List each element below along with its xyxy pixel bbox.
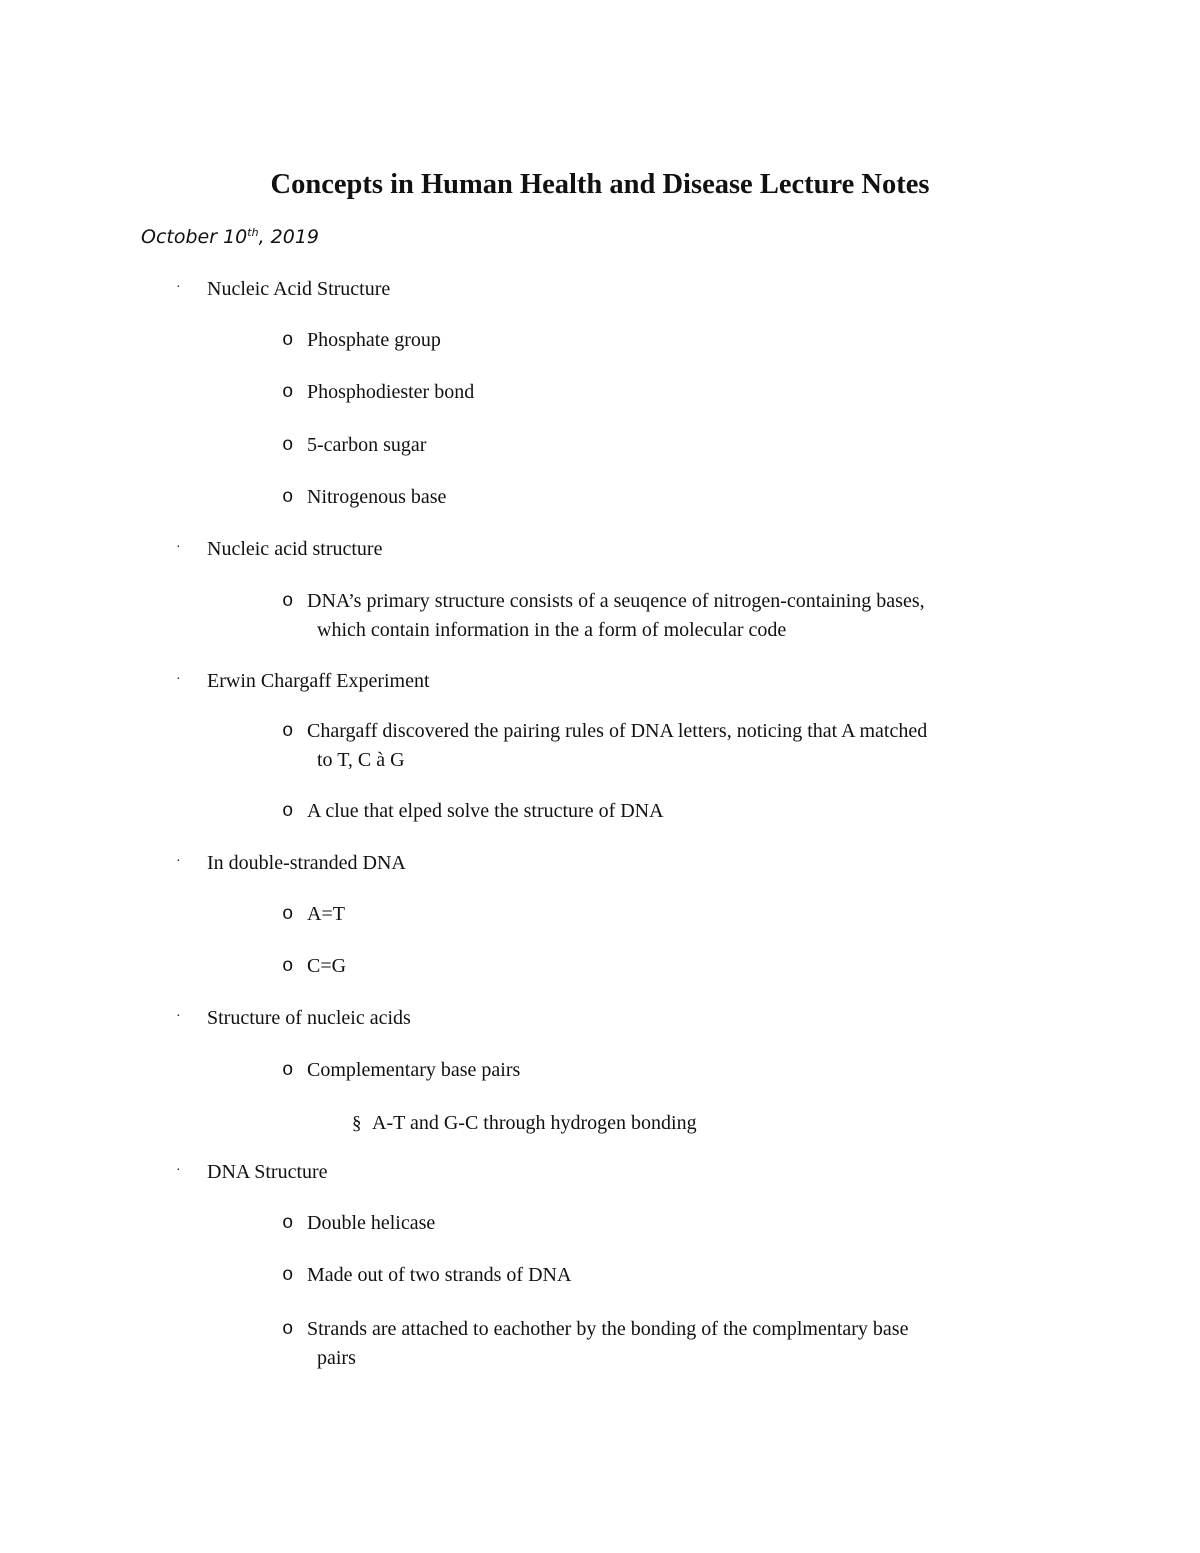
list-item: o Double helicase bbox=[307, 1209, 435, 1238]
bullet-dot: · bbox=[176, 540, 181, 555]
date-ordinal: th bbox=[247, 226, 259, 239]
section-heading: · Erwin Chargaff Experiment bbox=[207, 667, 430, 696]
bullet-circle: o bbox=[282, 590, 294, 612]
list-item: o A clue that elped solve the structure of DNA bbox=[307, 797, 664, 826]
list-item: o DNA’s primary structure consists of a seuqence of nitrogen-containing bases, which contain information in the a form of molecular code bbox=[307, 587, 925, 645]
list-item: o Strands are attached to eachother by the bonding of the complmentary base pairs bbox=[307, 1315, 908, 1373]
list-item: o A=T bbox=[307, 900, 345, 929]
bullet-section: § bbox=[352, 1113, 362, 1134]
date-prefix: October 10 bbox=[141, 226, 248, 248]
list-item: o Made out of two strands of DNA bbox=[307, 1261, 571, 1290]
list-item: o Nitrogenous base bbox=[307, 483, 446, 512]
section-heading: · DNA Structure bbox=[207, 1158, 328, 1187]
bullet-dot: · bbox=[176, 1009, 181, 1024]
bullet-circle: o bbox=[282, 329, 294, 351]
list-item: o 5-carbon sugar bbox=[307, 431, 426, 460]
list-item: o Complementary base pairs bbox=[307, 1056, 520, 1085]
list-item: o Phosphate group bbox=[307, 326, 441, 355]
bullet-circle: o bbox=[282, 903, 294, 925]
bullet-dot: · bbox=[176, 672, 181, 687]
bullet-circle: o bbox=[282, 955, 294, 977]
section-heading: · Structure of nucleic acids bbox=[207, 1004, 411, 1033]
bullet-circle: o bbox=[282, 381, 294, 403]
bullet-dot: · bbox=[176, 1163, 181, 1178]
bullet-dot: · bbox=[176, 854, 181, 869]
list-item: o C=G bbox=[307, 952, 346, 981]
sub-list-item: § A-T and G-C through hydrogen bonding bbox=[372, 1109, 697, 1138]
section-heading: · Nucleic Acid Structure bbox=[207, 275, 390, 304]
section-heading: · In double-stranded DNA bbox=[207, 849, 406, 878]
bullet-circle: o bbox=[282, 1264, 294, 1286]
list-item: o Phosphodiester bond bbox=[307, 378, 474, 407]
bullet-dot: · bbox=[176, 280, 181, 295]
bullet-circle: o bbox=[282, 486, 294, 508]
page-title: Concepts in Human Health and Disease Lecture Notes bbox=[270, 169, 930, 200]
bullet-circle: o bbox=[282, 434, 294, 456]
bullet-circle: o bbox=[282, 720, 294, 742]
date-suffix: , 2019 bbox=[258, 226, 319, 248]
bullet-circle: o bbox=[282, 800, 294, 822]
bullet-circle: o bbox=[282, 1212, 294, 1234]
bullet-circle: o bbox=[282, 1059, 294, 1081]
list-item: o Chargaff discovered the pairing rules of DNA letters, noticing that A matched to T, C à G bbox=[307, 717, 927, 775]
lecture-date bbox=[141, 224, 319, 250]
section-heading: · Nucleic acid structure bbox=[207, 535, 382, 564]
bullet-circle: o bbox=[282, 1318, 294, 1340]
